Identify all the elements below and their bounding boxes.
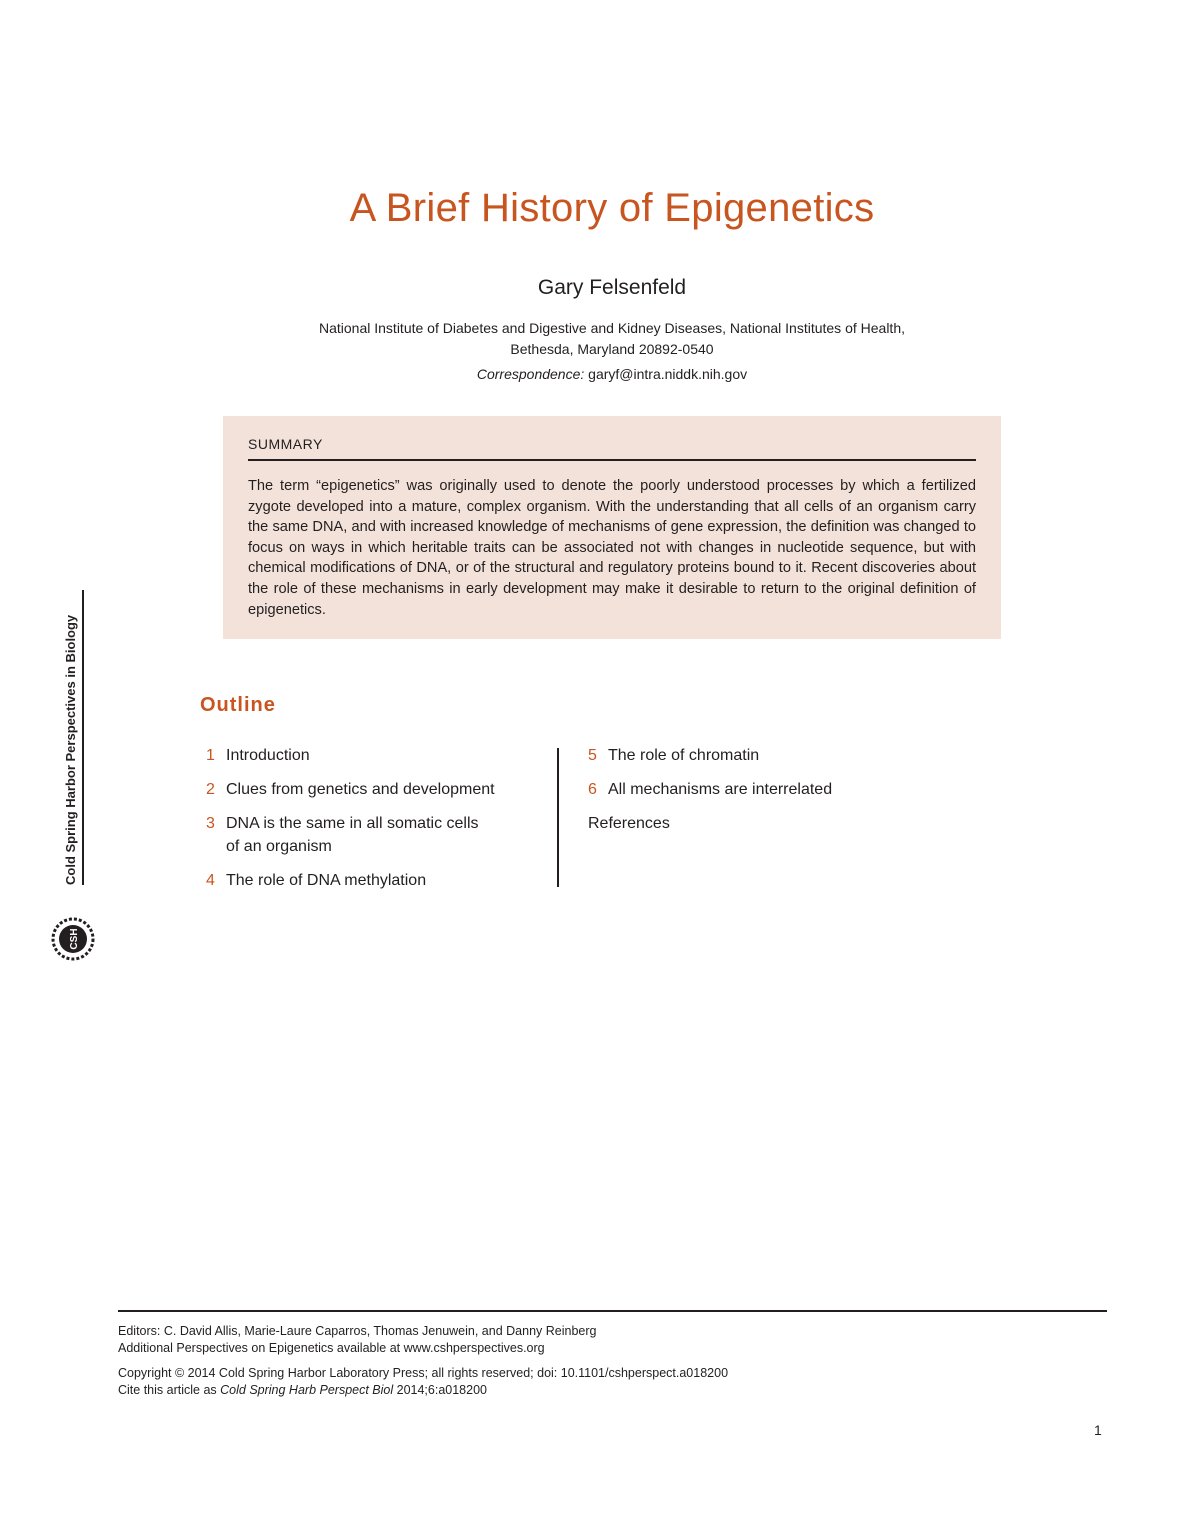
summary-rule xyxy=(248,459,976,461)
footer-additional: Additional Perspectives on Epigenetics available at www.cshperspectives.org xyxy=(118,1341,545,1355)
footer-copyright: Copyright © 2014 Cold Spring Harbor Laboratory Press; all rights reserved; doi: 10.1101/cshperspect.a018200 xyxy=(118,1366,729,1380)
article-title: A Brief History of Epigenetics xyxy=(349,186,875,230)
outline-label: The role of DNA methylation xyxy=(226,872,427,889)
outline-right-column xyxy=(588,744,928,846)
outline-number: 3 xyxy=(206,815,215,832)
outline-label: Introduction xyxy=(226,747,310,764)
outline-label: Clues from genetics and development xyxy=(226,781,495,798)
outline-item[interactable] xyxy=(588,778,928,801)
correspondence-email[interactable]: garyf@intra.niddk.nih.gov xyxy=(588,366,748,382)
footer-rule xyxy=(118,1310,1107,1312)
journal-name-vertical: Cold Spring Harbor Perspectives in Biology xyxy=(63,614,78,885)
summary-text: The term “epigenetics” was originally used to denote the poorly understood processes by which a fertilized zygote developed into a mature, complex organism. With the understanding that all cells of an organism carry the same DNA, and with increased knowledge of mechanisms of gene expression, the definition was changed to focus on ways in which heritable traits can be associated not with changes in nucleotide sequence, but with chemical modifications of DNA, or of the structural and regulatory proteins bound to it. Recent discoveries about the role of these mechanisms in early development may make it desirable to return to the original definition of epigenetics. xyxy=(248,478,976,618)
cite-ref: 2014;6:a018200 xyxy=(396,1383,487,1397)
outline-label: All mechanisms are interrelated xyxy=(608,781,833,798)
affiliation xyxy=(0,318,1200,360)
affiliation-line-2: Bethesda, Maryland 20892-0540 xyxy=(510,341,714,357)
outline-label: DNA is the same in all somatic cells of an organism xyxy=(226,815,479,855)
outline-item[interactable] xyxy=(588,744,928,767)
footer-editors: Editors: C. David Allis, Marie-Laure Caparros, Thomas Jenuwein, and Danny Reinberg xyxy=(118,1324,597,1338)
sidebar-rule xyxy=(82,590,84,885)
outline-item[interactable] xyxy=(206,869,546,892)
outline-label: The role of chromatin xyxy=(608,747,760,764)
cite-journal: Cold Spring Harb Perspect Biol xyxy=(220,1383,394,1397)
journal-sidebar xyxy=(50,590,96,960)
outline-item[interactable] xyxy=(206,778,546,801)
outline-item[interactable] xyxy=(206,744,546,767)
outline-item[interactable] xyxy=(206,812,546,858)
outline-number: 6 xyxy=(588,781,597,798)
outline-left-column xyxy=(206,744,546,903)
outline-number: 1 xyxy=(206,747,215,764)
footer-citation xyxy=(118,1382,487,1398)
outline-heading: Outline xyxy=(200,694,276,716)
outline-divider xyxy=(557,748,559,887)
outline-number: 4 xyxy=(206,872,215,889)
correspondence-label: Correspondence: xyxy=(476,366,585,382)
outline-label: References xyxy=(588,815,670,832)
correspondence xyxy=(0,366,1200,382)
summary-heading: SUMMARY xyxy=(248,436,323,452)
outline-number: 5 xyxy=(588,747,597,764)
outline-item-references[interactable] xyxy=(588,812,928,835)
author-name: Gary Felsenfeld xyxy=(537,276,687,299)
summary-box xyxy=(223,416,1001,639)
csh-logo-icon xyxy=(50,916,96,962)
page-number: 1 xyxy=(1094,1422,1102,1438)
cite-prefix: Cite this article as xyxy=(118,1383,217,1397)
logo-text: CSH xyxy=(69,928,80,950)
outline-number: 2 xyxy=(206,781,215,798)
affiliation-line-1: National Institute of Diabetes and Digestive and Kidney Diseases, National Institutes of Health, xyxy=(319,320,905,336)
